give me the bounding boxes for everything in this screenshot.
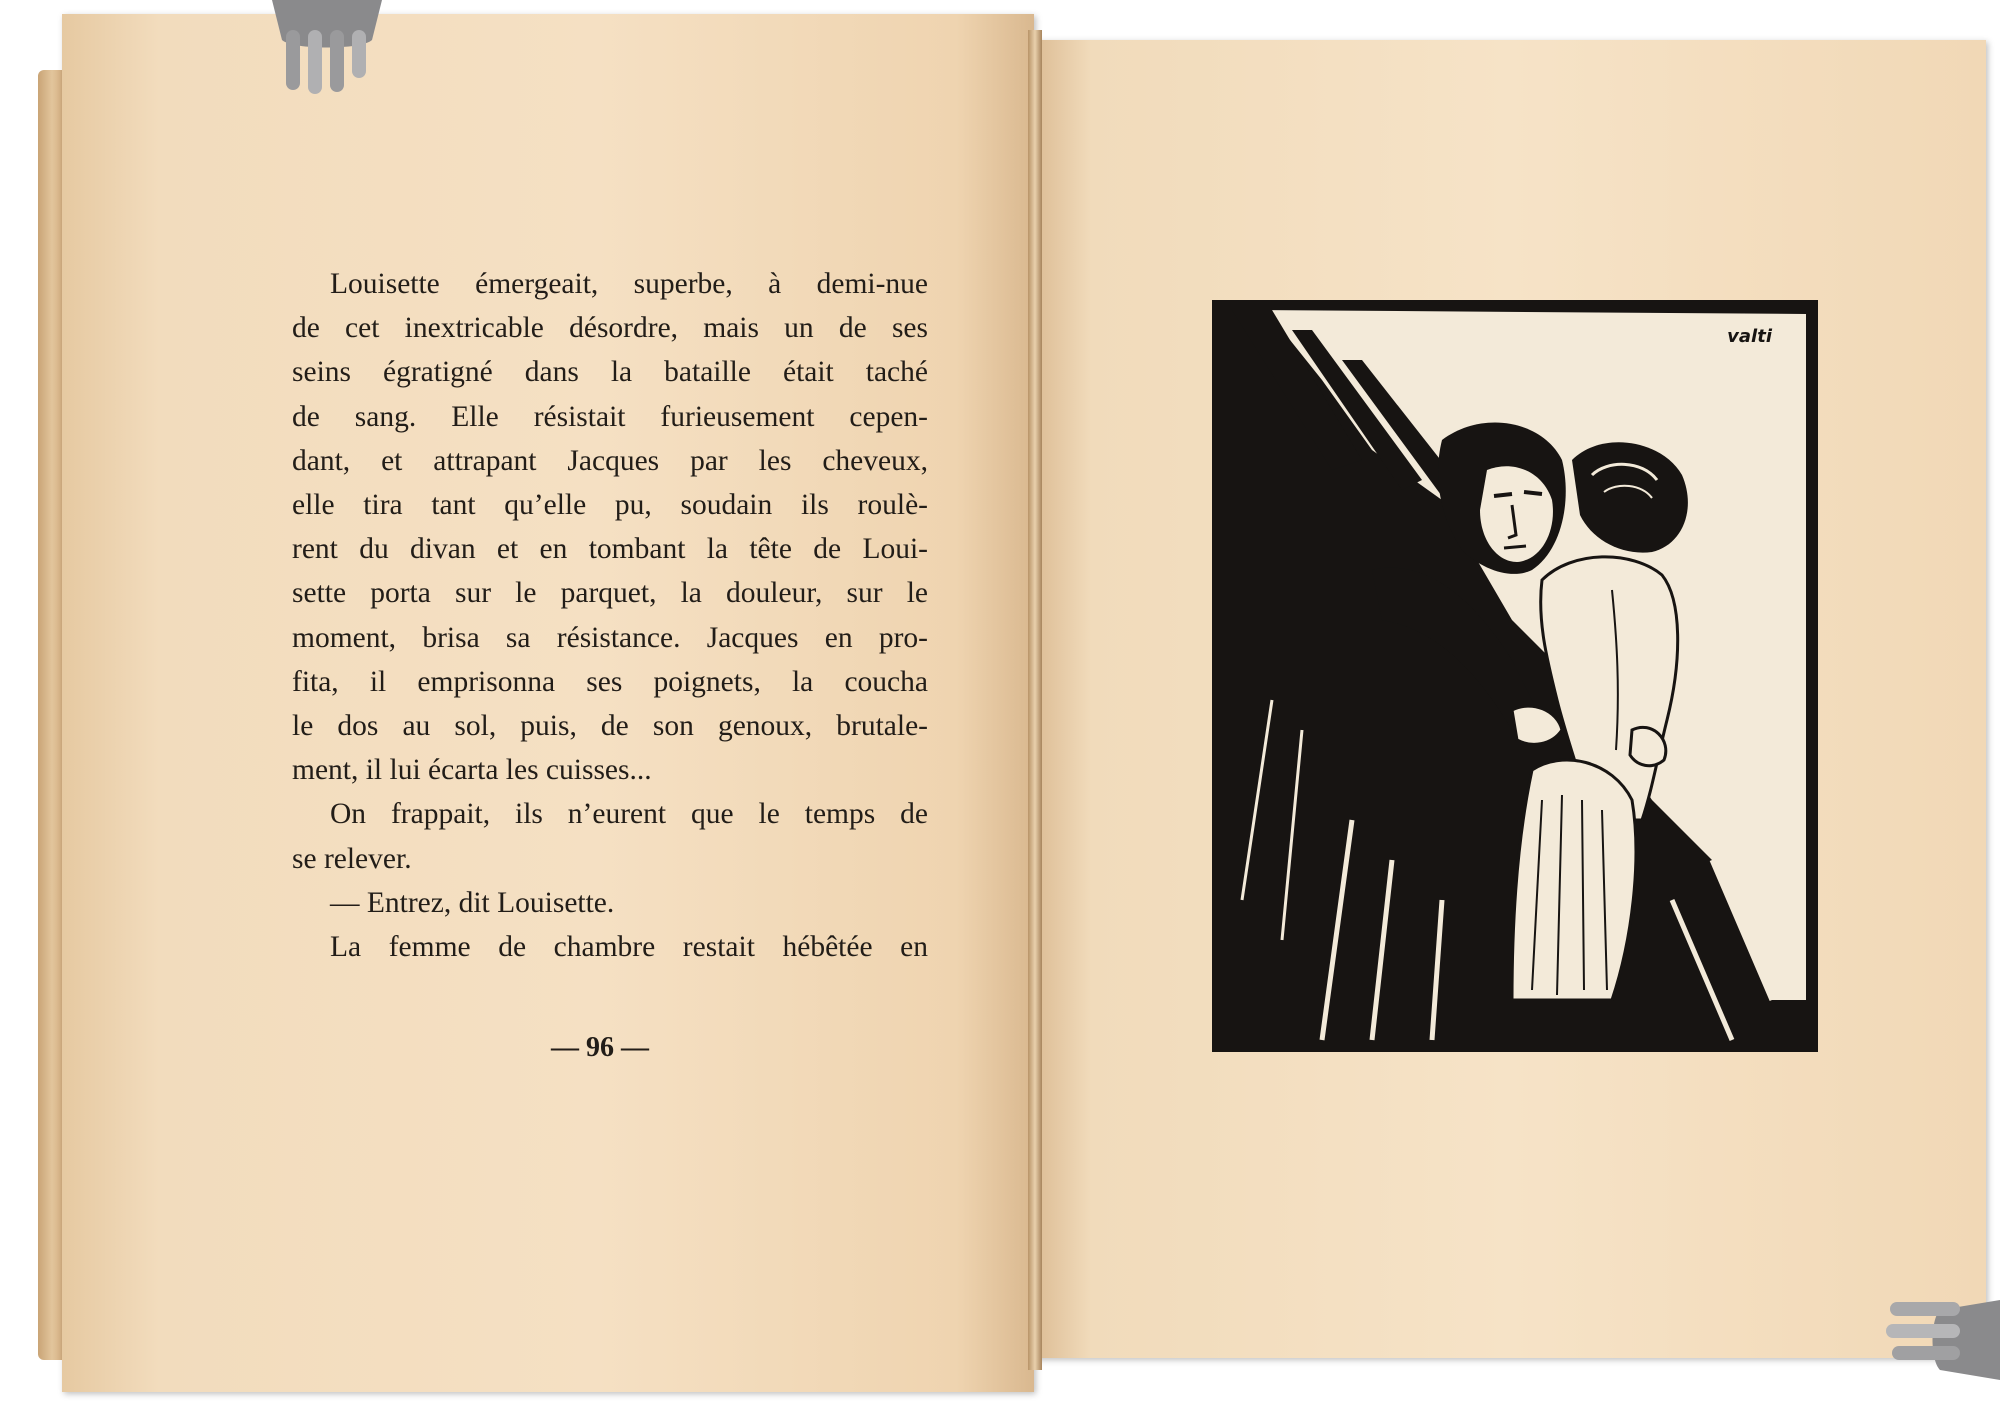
text-line: dant, et attrapant Jacques par les cheveux, — [292, 444, 928, 477]
text-line: Louisette émergeait, superbe, à demi-nue — [330, 268, 928, 300]
page-number: — 96 — — [551, 1032, 649, 1063]
dialogue-line: — Entrez, dit Louisette. — [330, 886, 615, 919]
text-line: La femme de chambre restait hébêtée en — [330, 931, 928, 964]
text-line: elle tira tant qu’elle pu, soudain ils roulè- — [292, 489, 928, 522]
text-line: moment, brisa sa résistance. Jacques en pro- — [292, 621, 928, 654]
text-line: se relever. — [292, 842, 412, 875]
book-gutter — [1028, 30, 1042, 1370]
woodcut-illustration — [1212, 300, 1818, 1052]
page-holder-clip-top — [262, 0, 392, 96]
page-holder-clip-bottom — [1880, 1280, 2000, 1380]
illustration-signature: valti — [1727, 326, 1772, 347]
text-line: sette porta sur le parquet, la douleur, sur le — [292, 577, 928, 610]
text-line: le dos au sol, puis, de son genoux, brutale- — [292, 710, 928, 743]
text-line: ment, il lui écarta les cuisses... — [292, 754, 652, 787]
text-line: On frappait, ils n’eurent que le temps de — [330, 798, 928, 831]
text-line: de sang. Elle résistait furieusement cepen- — [292, 400, 928, 433]
body-text — [292, 262, 928, 969]
text-line: de cet inextricable désordre, mais un de ses — [292, 312, 928, 345]
text-line: seins égratigné dans la bataille était taché — [292, 356, 928, 389]
text-line: fita, il emprisonna ses poignets, la coucha — [292, 665, 928, 698]
text-line: rent du divan et en tombant la tête de Loui- — [292, 533, 928, 566]
